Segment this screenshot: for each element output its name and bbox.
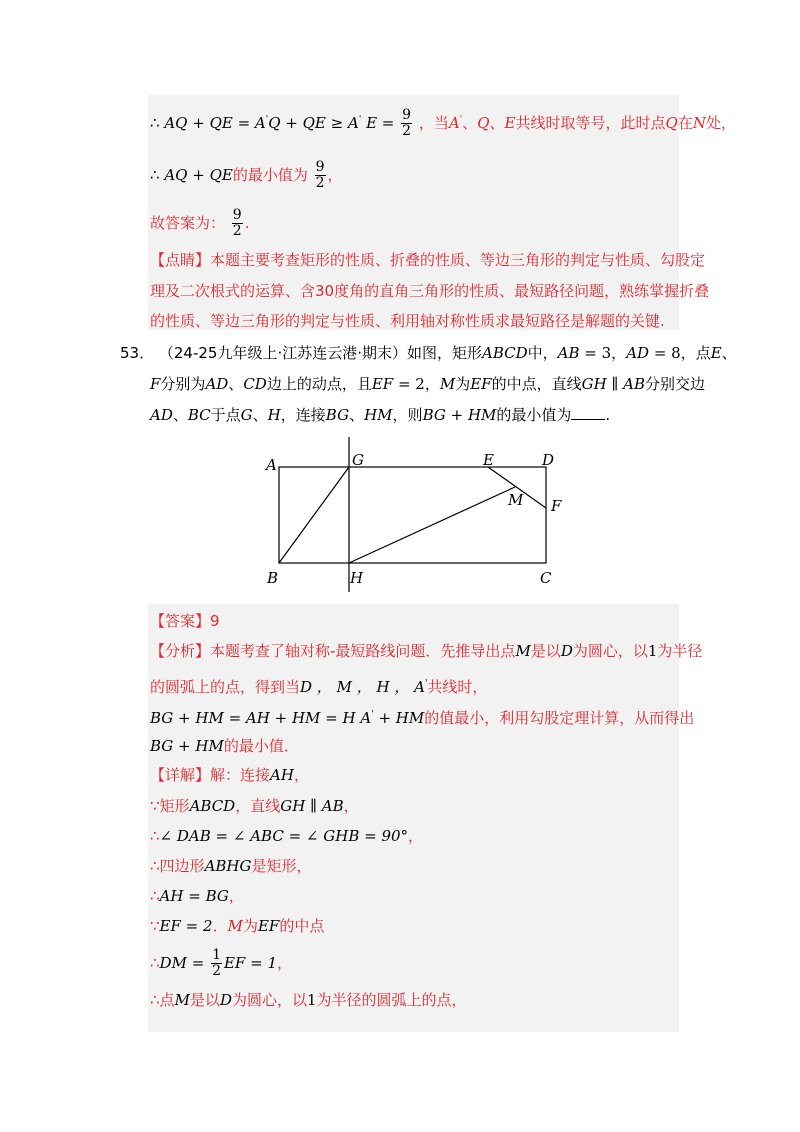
fraction: $\frac{9}{2}$ bbox=[402, 107, 412, 139]
detail-step-3: ∴四边形ABHG是矩形， bbox=[150, 857, 312, 875]
segment-hm bbox=[349, 487, 515, 563]
analysis-line-3: BG + HM = AH + HM = H A' + HM的值最小，利用勾股定理计算，从而得出 bbox=[150, 709, 695, 727]
detail-step-4: ∴AH = BG， bbox=[150, 887, 244, 905]
question-line-3: AD、BC于点G、H，连接BG、HM，则BG + HM的最小值为 . bbox=[150, 406, 611, 424]
fraction: $\frac{9}{2}$ bbox=[315, 159, 325, 191]
label-e: E bbox=[483, 451, 494, 469]
comment-line-1: 【点睛】本题主要考查矩形的性质、折叠的性质、等边三角形的判定与性质、勾股定 bbox=[150, 251, 706, 269]
detail-step-6: ∴DM = $\frac{1}{2}$ EF = 1， bbox=[150, 947, 293, 979]
analysis-line-2: 的圆弧上的点，得到当D ， M ， H ， A'共线时， bbox=[150, 678, 488, 696]
detail-step-1: ∵矩形ABCD，直线GH ∥ AB， bbox=[150, 797, 359, 815]
label-f: F bbox=[551, 497, 562, 515]
detail-line-1: 【详解】解：连接AH， bbox=[150, 766, 309, 784]
rectangle-abcd bbox=[279, 467, 546, 563]
analysis-line-4: BG + HM的最小值． bbox=[150, 737, 299, 755]
question-number: 53． bbox=[120, 344, 155, 362]
comment-line-3: 的性质、等边三角形的判定与性质、利用轴对称性质求最短路径是解题的关键. bbox=[150, 312, 665, 330]
solution-line-2: ∴ AQ + QE的最小值为 $\frac{9}{2}$ ， bbox=[150, 159, 343, 191]
solution-line-1: ∴ AQ + QE = A'Q + QE ≥ A' E = $\frac{9}{2}$ ，当A'、Q、E共线时取等号，此时点Q在N处， bbox=[150, 107, 736, 139]
answer-line: 【答案】9 bbox=[150, 612, 220, 630]
label-c: C bbox=[540, 569, 552, 587]
detail-step-2: ∴∠ DAB = ∠ ABC = ∠ GHB = 90°， bbox=[150, 827, 424, 845]
label-g: G bbox=[352, 451, 364, 469]
label-b: B bbox=[267, 569, 279, 587]
label-h: H bbox=[350, 569, 364, 587]
question-source: （24-25九年级上·江苏连云港·期末） bbox=[158, 344, 407, 362]
question-line-2: F分别为AD、CD边上的动点，且EF = 2，M为EF的中点，直线GH ∥ AB分别交边 bbox=[150, 375, 706, 393]
comment-line-2: 理及二次根式的运算、含30度角的直角三角形的性质、最短路径问题，熟练掌握折叠 bbox=[150, 282, 710, 300]
fraction: $\frac{9}{2}$ bbox=[232, 207, 242, 239]
geometry-figure bbox=[255, 432, 575, 597]
solution-line-3: 故答案为： $\frac{9}{2}$ . bbox=[150, 207, 250, 239]
label-d: D bbox=[542, 451, 555, 469]
label-a: A bbox=[266, 456, 277, 474]
label-m: M bbox=[508, 491, 524, 509]
fraction: $\frac{1}{2}$ bbox=[212, 947, 221, 979]
detail-step-7: ∴点M是以D为圆心，以1为半径的圆弧上的点， bbox=[150, 991, 467, 1009]
analysis-line-1: 【分析】本题考查了轴对称-最短路线问题．先推导出点M是以D为圆心，以1为半径 bbox=[150, 642, 703, 660]
detail-step-5: ∵EF = 2．M为EF的中点 bbox=[150, 917, 325, 935]
segment-bg bbox=[279, 467, 349, 563]
answer-blank bbox=[571, 405, 605, 420]
question-line-1: 53． （24-25九年级上·江苏连云港·期末）如图，矩形ABCD中，AB = 3，AD = 8，点E、 bbox=[120, 344, 737, 362]
